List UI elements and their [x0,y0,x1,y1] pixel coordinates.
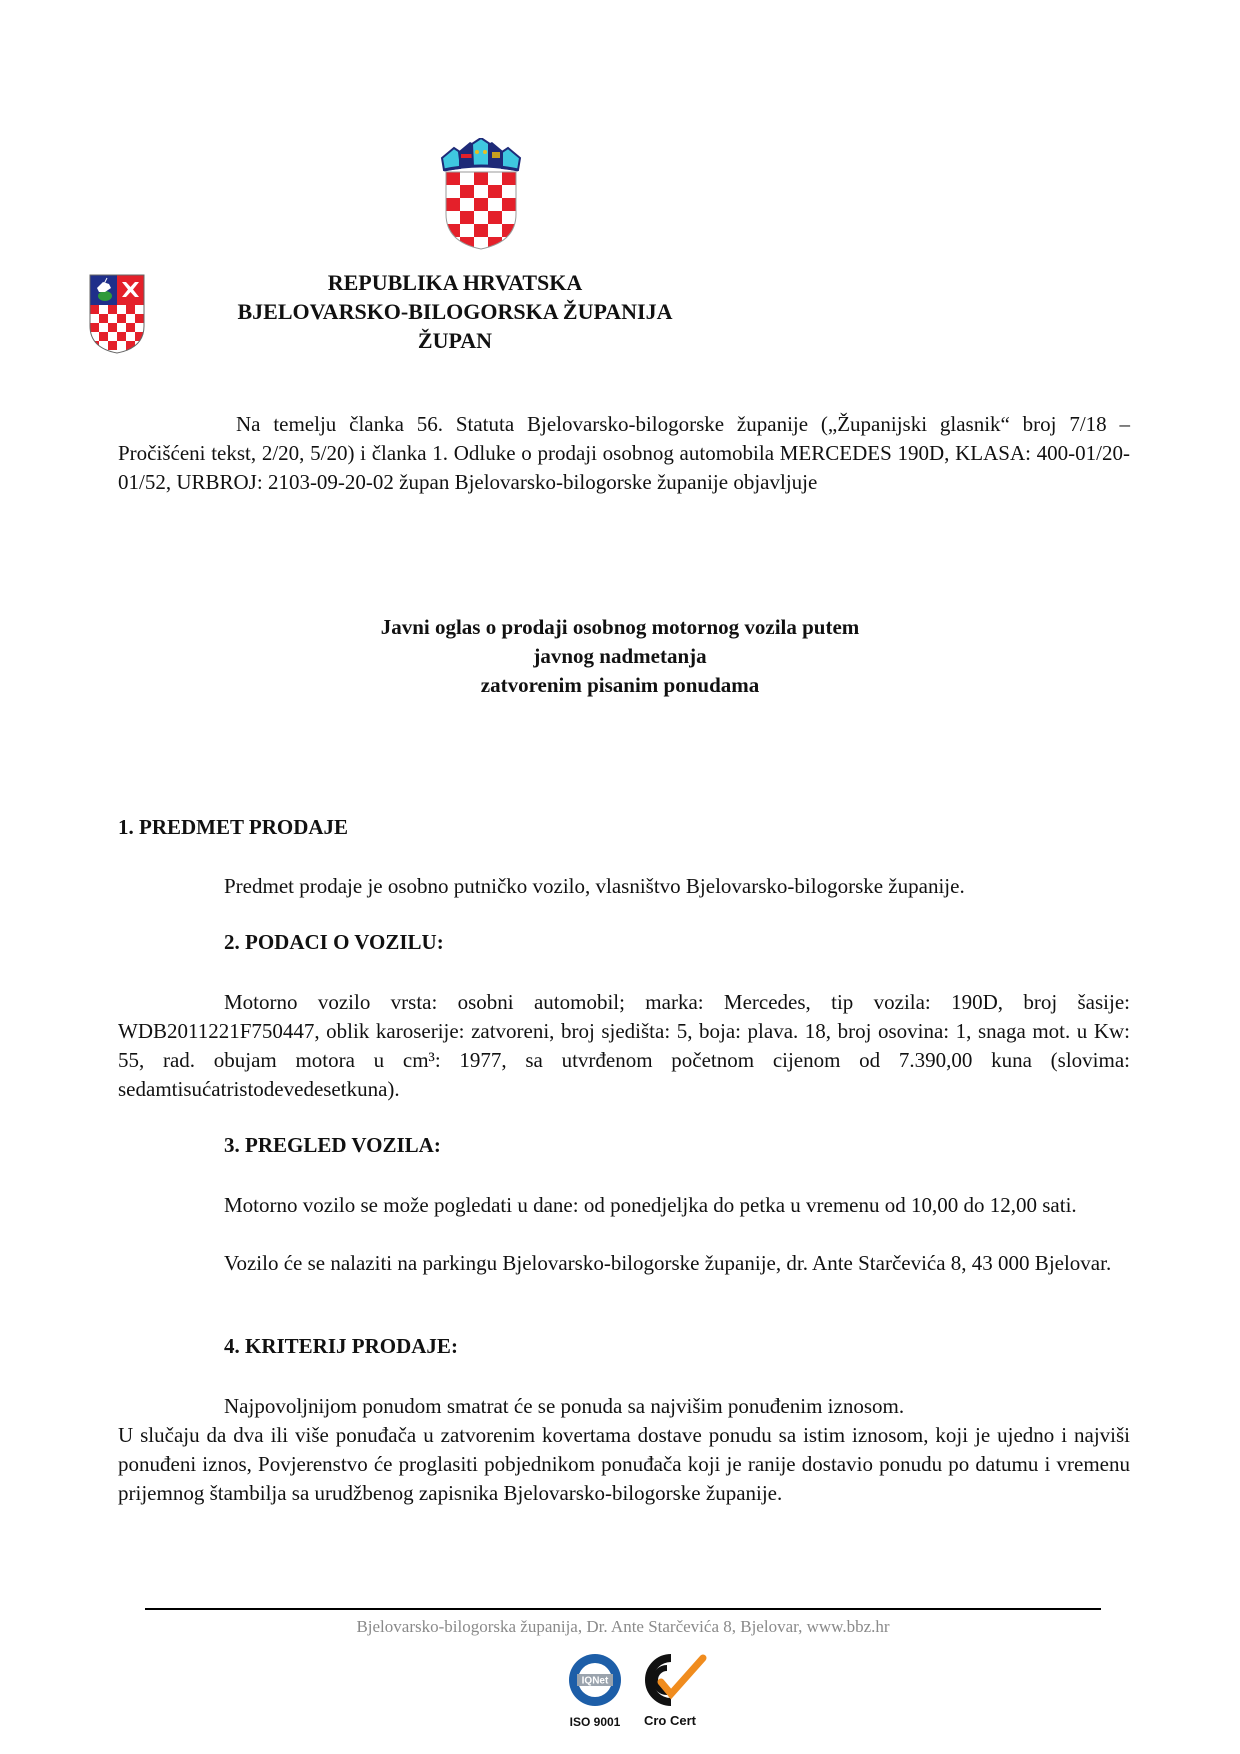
section-1-heading: 1. PREDMET PRODAJE [118,815,349,839]
section-3-heading: 3. PREGLED VOZILA: [224,1133,441,1157]
footer-address: Bjelovarsko-bilogorska županija, Dr. Ante Starčevića 8, Bjelovar, www.bbz.hr [356,1617,890,1636]
iso-label: ISO 9001 [569,1715,621,1729]
section-3-text-1: Motorno vozilo se može pogledati u dane: od ponedjeljka do petka u vremenu od 10,00 do 12,00 sati. [224,1193,1077,1217]
bjelovar-bilogora-coat-of-arms-icon [89,274,145,354]
title-line-2: javnog nadmetanja [533,644,707,668]
footer-divider [145,1608,1101,1610]
title-line-3: zatvorenim pisanim ponudama [480,673,760,697]
header-county: BJELOVARSKO-BILOGORSKA ŽUPANIJA [237,299,673,324]
iqnet-certified-icon [563,1652,627,1708]
section-1-text: Predmet prodaje je osobno putničko vozilo, vlasništvo Bjelovarsko-bilogorske županije. [224,874,965,898]
crocert-logo-icon [631,1650,709,1708]
croatian-coat-of-arms-icon [440,138,522,250]
header-office: ŽUPAN [417,328,493,353]
iso-9001-certification-badge [560,1652,630,1728]
section-4-heading: 4. KRITERIJ PRODAJE: [224,1334,458,1358]
issuer-header [170,268,740,355]
document-title [280,613,960,700]
crocert-label: Cro Cert [643,1713,696,1728]
section-4-text-1: Najpovoljnijom ponudom smatrat će se ponuda sa najvišim ponuđenim iznosom. [224,1394,905,1418]
section-2-heading: 2. PODACI O VOZILU: [224,930,444,954]
section-4-text-2: U slučaju da dva ili više ponuđača u zatvorenim kovertama dostave ponudu sa istim iznosom, koji je ujedno i najviši ponuđeni iznos, Povjerenstvo će proglasiti pobjednikom ponuđača koji je ranije dostavio ponudu po datumu i vremenu prijemnog štambilja sa urudžbenog zapisnika Bjelovarsko-bilogorske županije. [118,1423,1130,1505]
section-2-text: Motorno vozilo vrsta: osobni automobil; marka: Mercedes, tip vozila: 190D, broj šasije: WDB2011221F750447, oblik karoserije: zatvoreni, broj sjedišta: 5, boja: plava. 18, broj osovina: 1, snaga mot. u Kw: 55, rad. obujam motora u cm³: 1977, sa utvrđenom početnom cijenom od 7.390,00 kuna (slovima: sedamtisućatristodevedesetkuna). [118,990,1130,1101]
section-3-text-2: Vozilo će se nalaziti na parkingu Bjelovarsko-bilogorske županije, dr. Ante Starčevića 8, 43 000 Bjelovar. [224,1251,1112,1275]
preamble: Na temelju članka 56. Statuta Bjelovarsko-bilogorske županije („Županijski glasnik“ broj 7/18 – Pročišćeni tekst, 2/20, 5/20) i članka 1. Odluke o prodaji osobnog automobila MERCEDES 190D, KLASA: 400-01/20-01/52, URBROJ: 2103-09-20-02 župan Bjelovarsko-bilogorske županije objavljuje [118,412,1130,494]
title-line-1: Javni oglas o prodaji osobnog motornog vozila putem [380,615,860,639]
crocert-certification-badge [630,1650,710,1728]
header-republic: REPUBLIKA HRVATSKA [327,270,583,295]
svg-text:IQNet: IQNet [581,1675,609,1687]
